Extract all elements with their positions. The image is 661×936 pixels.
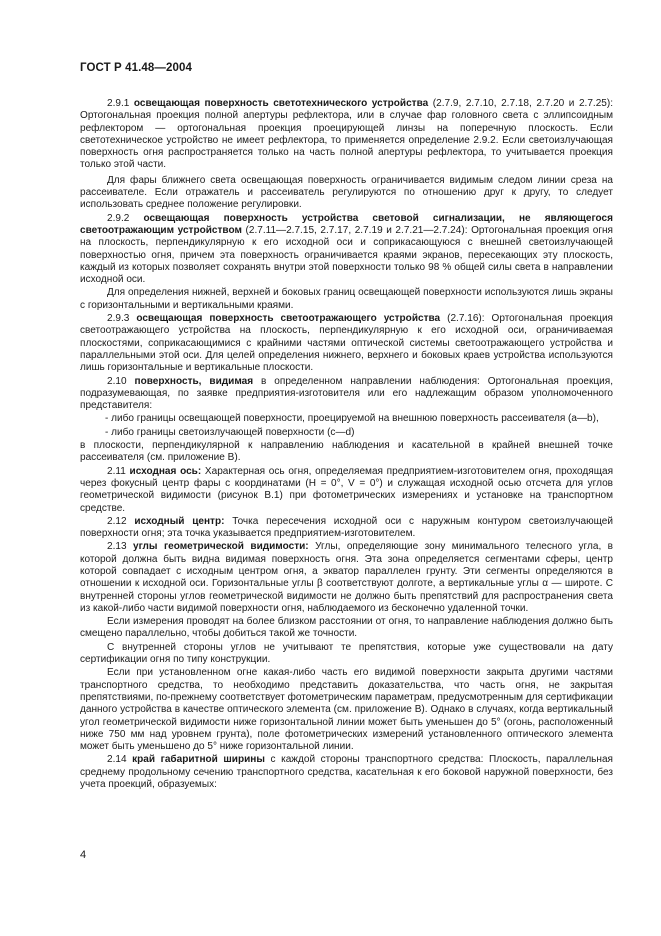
paragraph-2-12 bbox=[80, 516, 613, 541]
page-number: 4 bbox=[80, 849, 87, 861]
definition-text: Углы, определяющие зону минимального телесного угла, в которой должна быть видна видимая поверхность огня. Эта зона определяется сегментами сферы, центр которой совпадает с исходным центром огня, а экватор параллелен грунту. Эти сегменты определяются в отношении к исходной оси. Горизонтальные углы β соответствуют долготе, а вертикальные углы α — широте. С внутренней стороны углов геометрической видимости не должно быть препятствий для распространения света из какой-либо части видимой поверхности огня, наблюдаемого из бесконечно удаленной точки. bbox=[80, 541, 614, 614]
paragraph-2-9-1 bbox=[80, 98, 613, 172]
clause-number: 2.9.2 bbox=[107, 212, 130, 224]
term: исходный центр: bbox=[134, 515, 225, 527]
clause-number: 2.11 bbox=[107, 465, 126, 477]
paragraph-2-9-2 bbox=[80, 213, 613, 287]
paragraph-2-11 bbox=[80, 466, 613, 515]
term: освещающая поверхность устройства световой сигнализации, не являющегося светоотражающим устройством bbox=[80, 212, 613, 236]
clause-number: 2.13 bbox=[107, 541, 127, 553]
definition-text: в определенном направлении наблюдения: Ортогональная проекция, подразумевающая, по заявке предприятия-изготовителя или его надлежащим образом уполномоченного представителя: bbox=[80, 375, 613, 412]
term: поверхность, видимая bbox=[134, 375, 254, 387]
list-item: - либо границы освещающей поверхности, проецируемой на внешнюю поверхность рассеивателя (a—b), bbox=[105, 413, 599, 425]
definition-text: (2.7.11—2.7.15, 2.7.17, 2.7.19 и 2.7.21—2.7.24): Ортогональная проекция огня на плоскость, перпендикулярную к его исходной оси и соприкасающуюся с внешней светоизлучающей поверхностью огня, причем эта поверхность ограничивается краями экранов, пересекающих эту плоскость, каждый из которых позволяет сохранять внутри этой поверхности только 98 % общей силы света в направлении исходной оси. bbox=[80, 224, 613, 286]
clause-number: 2.10 bbox=[107, 375, 127, 387]
paragraph-continuation: в плоскости, перпендикулярной к направлению наблюдения и касательной в крайней внешней точке рассеивателя (см. приложение В). bbox=[80, 440, 613, 464]
definition-text: (2.7.9, 2.7.10, 2.7.18, 2.7.20 и 2.7.25): Ортогональная проекция полной апертуры рефлектора, или в случае фар головного света с эллипсоидным рефлектором — ортогональная проекция проецирующей линзы на поперечную плоскость. Если светотехническое устройство не имеет рефлектора, то применяется определение 2.9.2. Если светоизлучающая поверхность огня распространяется только на часть полной апертуры рефлектора, то учитывается проекция только этой части. bbox=[80, 98, 614, 171]
definition-text: Точка пересечения исходной оси с наружным контуром светоизлучающей поверхности огня; эта точка указывается предприятием-изготовителем. bbox=[80, 515, 614, 540]
paragraph: Если измерения проводят на более близком расстоянии от огня, то направление наблюдения должно быть смещено параллельно, чтобы добиться такой же точности. bbox=[80, 616, 613, 640]
clause-number: 2.12 bbox=[107, 515, 127, 527]
paragraph-2-9-3 bbox=[80, 313, 613, 374]
term: освещающая поверхность светоотражающего устройства bbox=[136, 313, 441, 325]
term: край габаритной ширины bbox=[132, 754, 265, 766]
paragraph: Если при установленном огне какая-либо часть его видимой поверхности закрыта другими частями транспортного средства, то необходимо представить доказательства, что часть огня, не закрытая препятствиями, по-прежнему соответствует фотометрическим параметрам, предусмотренным для сертификации данного устройства в качестве оптического элемента (см. приложение В). Однако в случаях, когда вертикальный угол геометрической видимости ниже горизонтальной линии может быть уменьшен до 5° (огонь, расположенный ниже 750 мм над уровнем грунта), поле фотометрических измерений установленного оптического элемента может быть уменьшено до 5° ниже горизонтальной линии. bbox=[80, 667, 613, 753]
paragraph-2-10 bbox=[80, 376, 613, 413]
list-item: - либо границы светоизлучающей поверхности (c—d) bbox=[105, 426, 355, 438]
term: углы геометрической видимости: bbox=[133, 541, 309, 553]
document-header: ГОСТ Р 41.48—2004 bbox=[80, 62, 192, 74]
term: освещающая поверхность светотехнического устройства bbox=[133, 98, 429, 109]
clause-number: 2.9.3 bbox=[107, 313, 130, 325]
clause-number: 2.14 bbox=[107, 754, 127, 766]
term: исходная ось: bbox=[129, 465, 202, 477]
paragraph: Для фары ближнего света освещающая поверхность ограничивается видимым следом линии среза на рассеивателе. Если отражатель и рассеиватель регулируются по отношению друг к другу, то следует использовать среднее положение регулировки. bbox=[80, 174, 613, 211]
definition-text: Характерная ось огня, определяемая предприятием-изготовителем огня, проходящая через фокусный центр фары с координатами (H = 0°, V = 0°) и служащая исходной осью отсчета для углов геометрической видимости (рисунок В.1) при фотометрических измерениях и установке на транспортном средстве. bbox=[80, 465, 614, 514]
definition-text: с каждой стороны транспортного средства: Плоскость, параллельная среднему продольному сечению транспортного средства, касательная к его боковой наружной поверхности, без учета проекций, образуемых: bbox=[80, 754, 613, 791]
paragraph-2-14 bbox=[80, 754, 613, 791]
definition-text: (2.7.16): Ортогональная проекция светоотражающего устройства на плоскость, перпендикулярную к его исходной оси, ограничиваемая плоскостями, соприкасающимися с крайними частями оптической системы светоотражающего устройства и параллельными этой оси. Для целей определения нижнего, верхнего и боковых краев устройства используются лишь горизонтальные и вертикальные плоскости. bbox=[80, 313, 613, 374]
clause-number: 2.9.1 bbox=[107, 98, 130, 109]
document-body bbox=[80, 95, 613, 792]
paragraph: С внутренней стороны углов не учитывают те препятствия, которые уже существовали на дату сертификации огня по типу конструкции. bbox=[80, 641, 613, 666]
paragraph: Для определения нижней, верхней и боковых границ освещающей поверхности используются лишь экраны с горизонтальными и вертикальными краями. bbox=[80, 287, 613, 311]
paragraph-2-13 bbox=[80, 541, 613, 615]
